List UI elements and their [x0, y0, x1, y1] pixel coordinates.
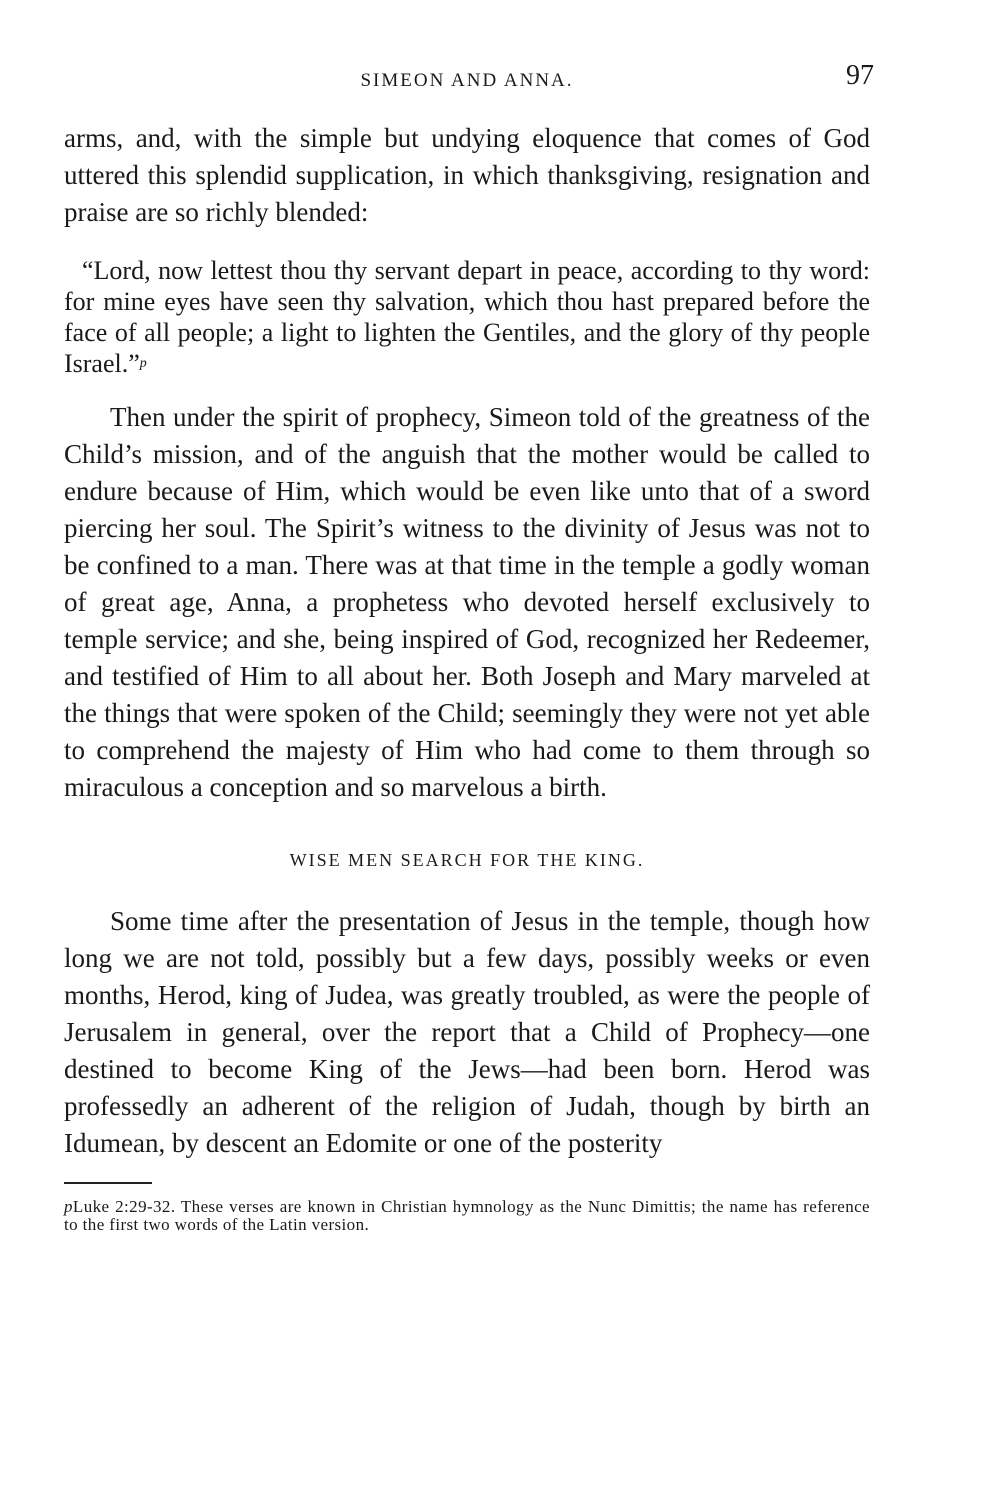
page-number: 97: [846, 60, 874, 91]
paragraph-1: arms, and, with the simple but undying eloquence that comes of God uttered this splendid supplication, in which thanksgiving, resignation and praise are so richly blended:: [64, 123, 870, 227]
paragraph-3: Some time after the presentation of Jesus in the temple, though how long we are not told, possibly but a few days, possibly weeks or even months, Herod, king of Judea, was greatly troubled, as were the people of Jerusalem in general, over the report that a Child of Prophecy—one destined to become King of the Jews—had been born. Herod was professedly an adherent of the religion of Judah, though by birth an Idumean, by descent an Edomite or one of the posterity: [64, 906, 870, 1158]
quote-text: “Lord, now lettest thou thy servant depart in peace, according to thy word: for mine eyes have seen thy salvation, which thou hast prepared before the face of all people; a light to lighten the Gentiles, and the glory of thy people Israel.”: [64, 256, 870, 378]
footnote-rule: [64, 1182, 152, 1184]
footnote-text: Luke 2:29-32. These verses are known in Christian hymnology as the Nunc Dimittis; the name has reference to the first two words of the Latin version.: [64, 1197, 870, 1234]
section-heading: WISE MEN SEARCH FOR THE KING.: [289, 850, 645, 870]
running-title: SIMEON AND ANNA.: [360, 70, 574, 91]
running-head: [64, 60, 874, 100]
scripture-quote: [64, 255, 870, 379]
footnote: [64, 1198, 870, 1234]
footnote-marker: p: [64, 1197, 73, 1216]
paragraph-2: Then under the spirit of prophecy, Simeon told of the greatness of the Child’s mission, and of the anguish that the mother would be called to endure because of Him, which would be even like unto that of a sword piercing her soul. The Spirit’s witness to the divinity of Jesus was not to be confined to a man. There was at that time in the temple a godly woman of great age, Anna, a prophetess who devoted herself exclusively to temple service; and she, being inspired of God, recognized her Redeemer, and testified of Him to all about her. Both Joseph and Mary marveled at the things that were spoken of the Child; seemingly they were not yet able to comprehend the majesty of Him who had come to them through so miraculous a conception and so marvelous a birth.: [64, 402, 870, 802]
book-page: [64, 60, 874, 1234]
quote-footnote-marker: p: [139, 356, 147, 371]
